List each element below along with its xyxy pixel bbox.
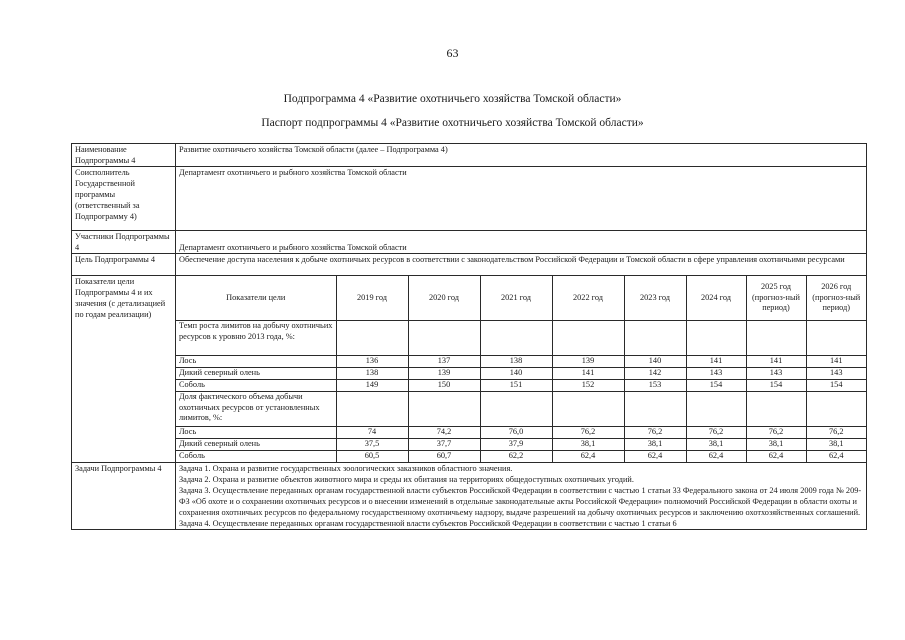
indicator-name: Дикий северный олень — [176, 368, 336, 380]
task-item: Задача 3. Осуществление переданных органам государственной власти субъектов Российской Федерации в соответствии с частью 1 статьи 33 Федерального закона от 24 июля 2009 года № 209-ФЗ «Об охоте и о сохранении охотничьих ресурсов и о внесении изменений в отдельные законодательные акты Российской Федерации» полномочий Российской Федерации в области охоты и сохранения охотничьих ресурсов по федеральному государственному охотничьему надзору, выдаче разрешений на добычу охотничьих ресурсов и заключению охотхозяйственных соглашений. — [179, 486, 862, 517]
indicator-value: 141 — [552, 368, 624, 380]
row-value: Развитие охотничьего хозяйства Томской области (далее – Подпрограмма 4) — [176, 144, 867, 167]
task-item: Задача 1. Охрана и развитие государственных зоологических заказников областного значения. — [179, 464, 513, 473]
header-indicator: Показатели цели — [176, 276, 336, 321]
table-row — [176, 380, 866, 392]
indicator-value: 37,7 — [408, 439, 480, 451]
indicator-value: 76,2 — [552, 427, 624, 439]
indicator-value: 154 — [806, 380, 866, 392]
indicator-value: 38,1 — [552, 439, 624, 451]
indicator-value: 74 — [336, 427, 408, 439]
row-value: Обеспечение доступа населения к добыче охотничьих ресурсов в соответствии с законодательством Российской Федерации и Томской области в сфере управления охотничьими ресурсами — [176, 254, 867, 276]
indicator-value: 140 — [480, 368, 552, 380]
indicator-value: 143 — [746, 368, 806, 380]
indicator-name: Соболь — [176, 380, 336, 392]
indicator-value: 38,1 — [746, 439, 806, 451]
table-row — [176, 439, 866, 451]
row-tasks — [72, 463, 867, 530]
tasks-cell — [176, 463, 867, 530]
indicator-value: 60,5 — [336, 451, 408, 463]
row-label: Цель Подпрограммы 4 — [72, 254, 176, 276]
indicator-group-row — [176, 392, 866, 427]
table-row — [176, 368, 866, 380]
row-label: Наименование Подпрограммы 4 — [72, 144, 176, 167]
indicator-name: Лось — [176, 356, 336, 368]
indicator-value: 151 — [480, 380, 552, 392]
header-year: 2022 год — [552, 276, 624, 321]
indicator-value: 76,2 — [806, 427, 866, 439]
row-label: Показатели цели Подпрограммы 4 и их значения (с детализацией по годам реализации) — [72, 276, 176, 463]
indicator-value: 153 — [624, 380, 686, 392]
indicator-value: 38,1 — [624, 439, 686, 451]
indicator-value: 37,9 — [480, 439, 552, 451]
subprogram-title: Подпрограмма 4 «Развитие охотничьего хозяйства Томской области» — [283, 93, 622, 105]
indicator-value: 143 — [806, 368, 866, 380]
indicator-value: 76,2 — [746, 427, 806, 439]
row-label: Участники Подпрограммы 4 — [72, 231, 176, 254]
indicator-value: 62,2 — [480, 451, 552, 463]
table-row — [176, 427, 866, 439]
indicator-value: 140 — [624, 356, 686, 368]
indicators-header-row — [176, 276, 866, 321]
indicator-value: 152 — [552, 380, 624, 392]
indicator-value: 62,4 — [686, 451, 746, 463]
indicator-value: 138 — [336, 368, 408, 380]
indicator-group-row — [176, 321, 866, 356]
row-label: Соисполнитель Государственной программы (ответственный за Подпрограмму 4) — [72, 167, 176, 231]
row-participants — [72, 231, 867, 254]
header-year: 2026 год (прогноз-ный период) — [806, 276, 866, 321]
indicator-value: 37,5 — [336, 439, 408, 451]
header-year: 2021 год — [480, 276, 552, 321]
indicator-value: 142 — [624, 368, 686, 380]
row-name — [72, 144, 867, 167]
indicator-value: 38,1 — [806, 439, 866, 451]
indicator-value: 137 — [408, 356, 480, 368]
passport-table — [71, 143, 867, 530]
indicator-value: 62,4 — [746, 451, 806, 463]
indicators-cell — [176, 276, 867, 463]
indicator-value: 139 — [408, 368, 480, 380]
table-row — [176, 356, 866, 368]
indicator-value: 76,2 — [624, 427, 686, 439]
row-value: Департамент охотничьего и рыбного хозяйства Томской области — [176, 167, 867, 231]
indicator-value: 154 — [746, 380, 806, 392]
indicator-value: 141 — [686, 356, 746, 368]
indicator-group-title: Темп роста лимитов на добычу охотничьих ресурсов к уровню 2013 года, %: — [176, 321, 336, 356]
page-number: 63 — [446, 46, 459, 60]
indicator-name: Соболь — [176, 451, 336, 463]
header-year: 2020 год — [408, 276, 480, 321]
row-label: Задачи Подпрограммы 4 — [72, 463, 176, 530]
indicator-name: Лось — [176, 427, 336, 439]
header-year: 2023 год — [624, 276, 686, 321]
indicator-value: 62,4 — [806, 451, 866, 463]
indicator-value: 141 — [746, 356, 806, 368]
indicators-table — [176, 276, 866, 462]
passport-title: Паспорт подпрограммы 4 «Развитие охотничьего хозяйства Томской области» — [261, 117, 644, 129]
indicator-value: 74,2 — [408, 427, 480, 439]
indicator-group-title: Доля фактического объема добычи охотничьих ресурсов от установленных лимитов, %: — [176, 392, 336, 427]
row-coexecutor — [72, 167, 867, 231]
indicator-value: 139 — [552, 356, 624, 368]
indicator-value: 154 — [686, 380, 746, 392]
task-item: Задача 4. Осуществление переданных органам государственной власти субъектов Российской Федерации в соответствии с частью 1 статьи 6 — [179, 519, 677, 528]
indicator-name: Дикий северный олень — [176, 439, 336, 451]
row-value: Департамент охотничьего и рыбного хозяйства Томской области — [176, 231, 867, 254]
indicator-value: 143 — [686, 368, 746, 380]
indicator-value: 141 — [806, 356, 866, 368]
header-year: 2025 год (прогноз-ный период) — [746, 276, 806, 321]
indicator-value: 136 — [336, 356, 408, 368]
header-year: 2019 год — [336, 276, 408, 321]
indicator-value: 138 — [480, 356, 552, 368]
indicator-value: 76,0 — [480, 427, 552, 439]
indicator-value: 60,7 — [408, 451, 480, 463]
indicator-value: 38,1 — [686, 439, 746, 451]
indicator-value: 76,2 — [686, 427, 746, 439]
task-item: Задача 2. Охрана и развитие объектов животного мира и среды их обитания на территориях общедоступных охотничьих угодий. — [179, 475, 634, 484]
indicator-value: 150 — [408, 380, 480, 392]
header-year: 2024 год — [686, 276, 746, 321]
row-indicators — [72, 276, 867, 463]
indicator-value: 62,4 — [624, 451, 686, 463]
row-goal — [72, 254, 867, 276]
indicator-value: 62,4 — [552, 451, 624, 463]
table-row — [176, 451, 866, 463]
indicator-value: 149 — [336, 380, 408, 392]
